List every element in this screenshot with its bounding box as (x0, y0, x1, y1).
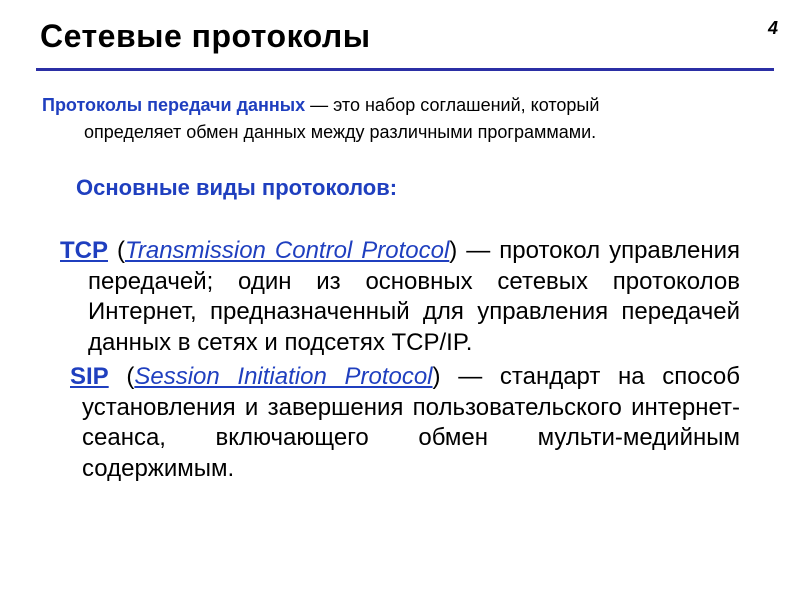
protocol-types-heading: Основные виды протоколов: (76, 175, 398, 200)
slide-title: Сетевые протоколы (40, 18, 371, 54)
protocol-abbr-link[interactable]: SIP (70, 363, 109, 390)
protocol-item-sip (60, 362, 740, 484)
definition-text-2: определяет обмен данных между различными программами. (84, 122, 597, 142)
protocol-description: — протокол управления передачей; один из основных сетевых протоколов Интернет, предназначенный для управления передачей данных в сетях и подсетях TCP/IP. (88, 237, 740, 356)
protocol-fullname-link[interactable]: Session Initiation Protocol (134, 363, 433, 390)
protocol-list (60, 236, 740, 488)
protocol-paren-open: ( (108, 363, 135, 390)
definition-term: Протоколы передачи данных (42, 95, 306, 115)
protocol-paren-close: ) (449, 237, 458, 264)
title-divider (36, 68, 774, 71)
definition-text-1: — это набор соглашений, который (305, 95, 600, 115)
protocol-paren-close: ) (432, 363, 441, 390)
definition-paragraph (42, 92, 762, 146)
slide-number: 4 (767, 18, 778, 38)
protocol-description: — стандарт на способ установления и завершения пользовательского интернет-сеанса, включающего обмен мульти-медийным содержимым. (82, 363, 741, 482)
protocol-fullname-link[interactable]: Transmission Control Protocol (124, 237, 450, 264)
protocol-item-tcp (60, 236, 740, 358)
protocol-paren-open: ( (108, 237, 125, 264)
protocol-abbr-link[interactable]: TCP (60, 237, 108, 264)
